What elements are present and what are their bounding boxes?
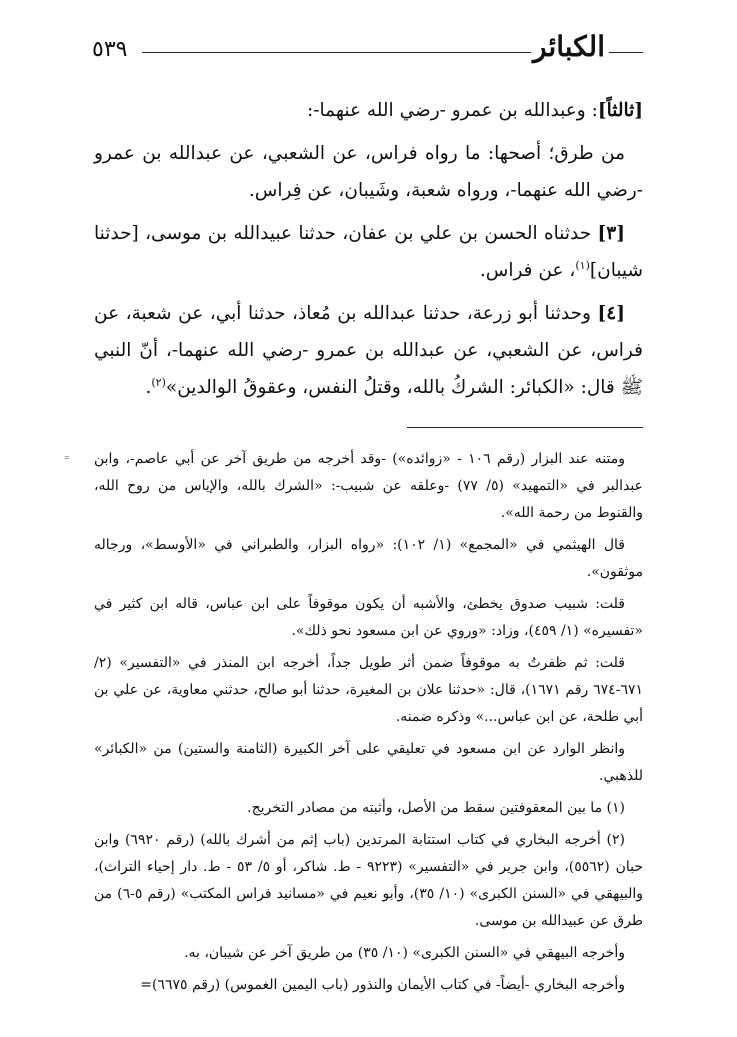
footnote-text: قال الهيثمي في «المجمع» (١/ ١٠٢): «رواه البزار، والطبراني في «الأوسط»، ورجاله موثقون».: [94, 537, 643, 580]
footnote-ref-2: (٢): [151, 375, 166, 389]
footnote-2: [94, 827, 643, 935]
paragraph-hadith-4: [94, 295, 643, 406]
paragraph-text: .: [145, 377, 152, 398]
footnote-text: وأخرجه البخاري -أيضاً- في كتاب الأيمان والنذور (باب اليمين الغموس) (رقم ٦٦٧٥)=: [140, 977, 625, 993]
page-number: ٥٣٩: [92, 37, 128, 62]
footnote-paragraph: [94, 940, 643, 967]
footnotes: [64, 446, 644, 1004]
footnote-text: قلت: شبيب صدوق يخطئ، والأشبه أن يكون موقوفاً على ابن عباس، قاله ابن كثير في «تفسيره» (١/ ٤٥٩)، وزاد: «وروي عن ابن مسعود نحو ذلك».: [94, 596, 643, 639]
paragraph-turuq: [94, 135, 643, 209]
main-text: [94, 92, 643, 412]
paragraph-thalithan: [94, 92, 643, 129]
footnote-paragraph: [94, 591, 643, 645]
footnote-text: (٢) أخرجه البخاري في كتاب استتابة المرتدين (باب إثم من أشرك بالله) (رقم ٦٩٢٠) وابن حبان (٥٥٦٢)، وابن جرير في «التفسير» (٩٢٢٣ - ط. شاكر، أو ٥/ ٥٣ - ط. دار إحياء التراث)، والبيهقي في «السنن الكبرى» (١٠/ ٣٥)، وأبو نعيم في «مسانيد فراس المكتب» (رقم ٥-٦) من طرق عن عبيدالله بن موسى.: [94, 832, 644, 929]
header-rule: [142, 52, 531, 53]
paragraph-text: حدثناه الحسن بن علي بن عفان، حدثنا عبيدالله بن موسى، [حدثنا شيبان]: [94, 223, 643, 281]
footnote-paragraph: [94, 532, 643, 586]
footnote-paragraph: [94, 650, 643, 731]
footnote-1: [94, 795, 643, 822]
continuation-mark: ⁼: [64, 453, 70, 466]
footnote-text: وأخرجه البيهقي في «السنن الكبرى» (١٠/ ٣٥) من طريق آخر عن شيبان، به.: [184, 945, 625, 961]
running-title: الكبائر: [533, 30, 605, 63]
footnote-paragraph: [94, 972, 643, 999]
hadith-number: [٤]: [597, 303, 625, 324]
paragraph-hadith-3: [94, 215, 643, 289]
footnote-paragraph: [94, 736, 643, 790]
paragraph-text: من طرق؛ أصحها: ما رواه فراس، عن الشعبي، عن عبدالله بن عمرو -رضي الله عنهما-، ورواه شعبة، وشَيبان، عن فِراس.: [94, 143, 643, 201]
footnote-text: (١) ما بين المعقوفتين سقط من الأصل، وأثبته من مصادر التخريج.: [247, 800, 625, 816]
footnote-continuation: [64, 446, 643, 527]
footnote-ref-1: (١): [575, 258, 590, 272]
footnote-text: ومتنه عند البزار (رقم ١٠٦ - «زوائده») -وقد أخرجه من طريق آخر عن أبي عاصم-، وابن عبدالبر في «التمهيد» (٥/ ٧٧) -وعلقه عن شبيب-: «الشرك بالله، والإياس من روح الله، والقنوط من رحمة الله».: [94, 451, 643, 521]
paragraph-text: : وعبدالله بن عمرو -رضي الله عنهما-:: [307, 100, 598, 121]
paragraph-text: وحدثنا أبو زرعة، حدثنا عبدالله بن مُعاذ، حدثنا أبي، عن شعبة، عن فراس، عن الشعبي، عن عبدالله بن عمرو -رضي الله عنهما-، أنّ النبي ﷺ قال: «الكبائر: الشركُ بالله، وقتلُ النفس، وعقوقُ الوالدين»: [94, 303, 643, 398]
footnote-text: قلت: ثم ظفرتُ به موقوفاً ضمن أثر طويل جداً، أخرجه ابن المنذر في «التفسير» (٢/ ٦٧١-٦٧٤ رقم ١٦٧١)، قال: «حدثنا علان بن المغيرة، حدثنا أبو صالح، حدثني معاوية، عن علي بن أبي طلحة، عن ابن عباس...» وذكره ضمنه.: [94, 655, 643, 725]
header-rule-tail: [609, 52, 643, 53]
hadith-number: [٣]: [597, 223, 625, 244]
footnote-text: وانظر الوارد عن ابن مسعود في تعليقي على آخر الكبيرة (الثامنة والستين) من «الكبائر» للذهبي.: [94, 741, 643, 784]
footnote-separator: [407, 427, 643, 428]
section-marker: [ثالثاً]: [597, 100, 643, 121]
paragraph-text: ، عن فراس.: [479, 260, 576, 281]
page-header: [92, 30, 643, 74]
